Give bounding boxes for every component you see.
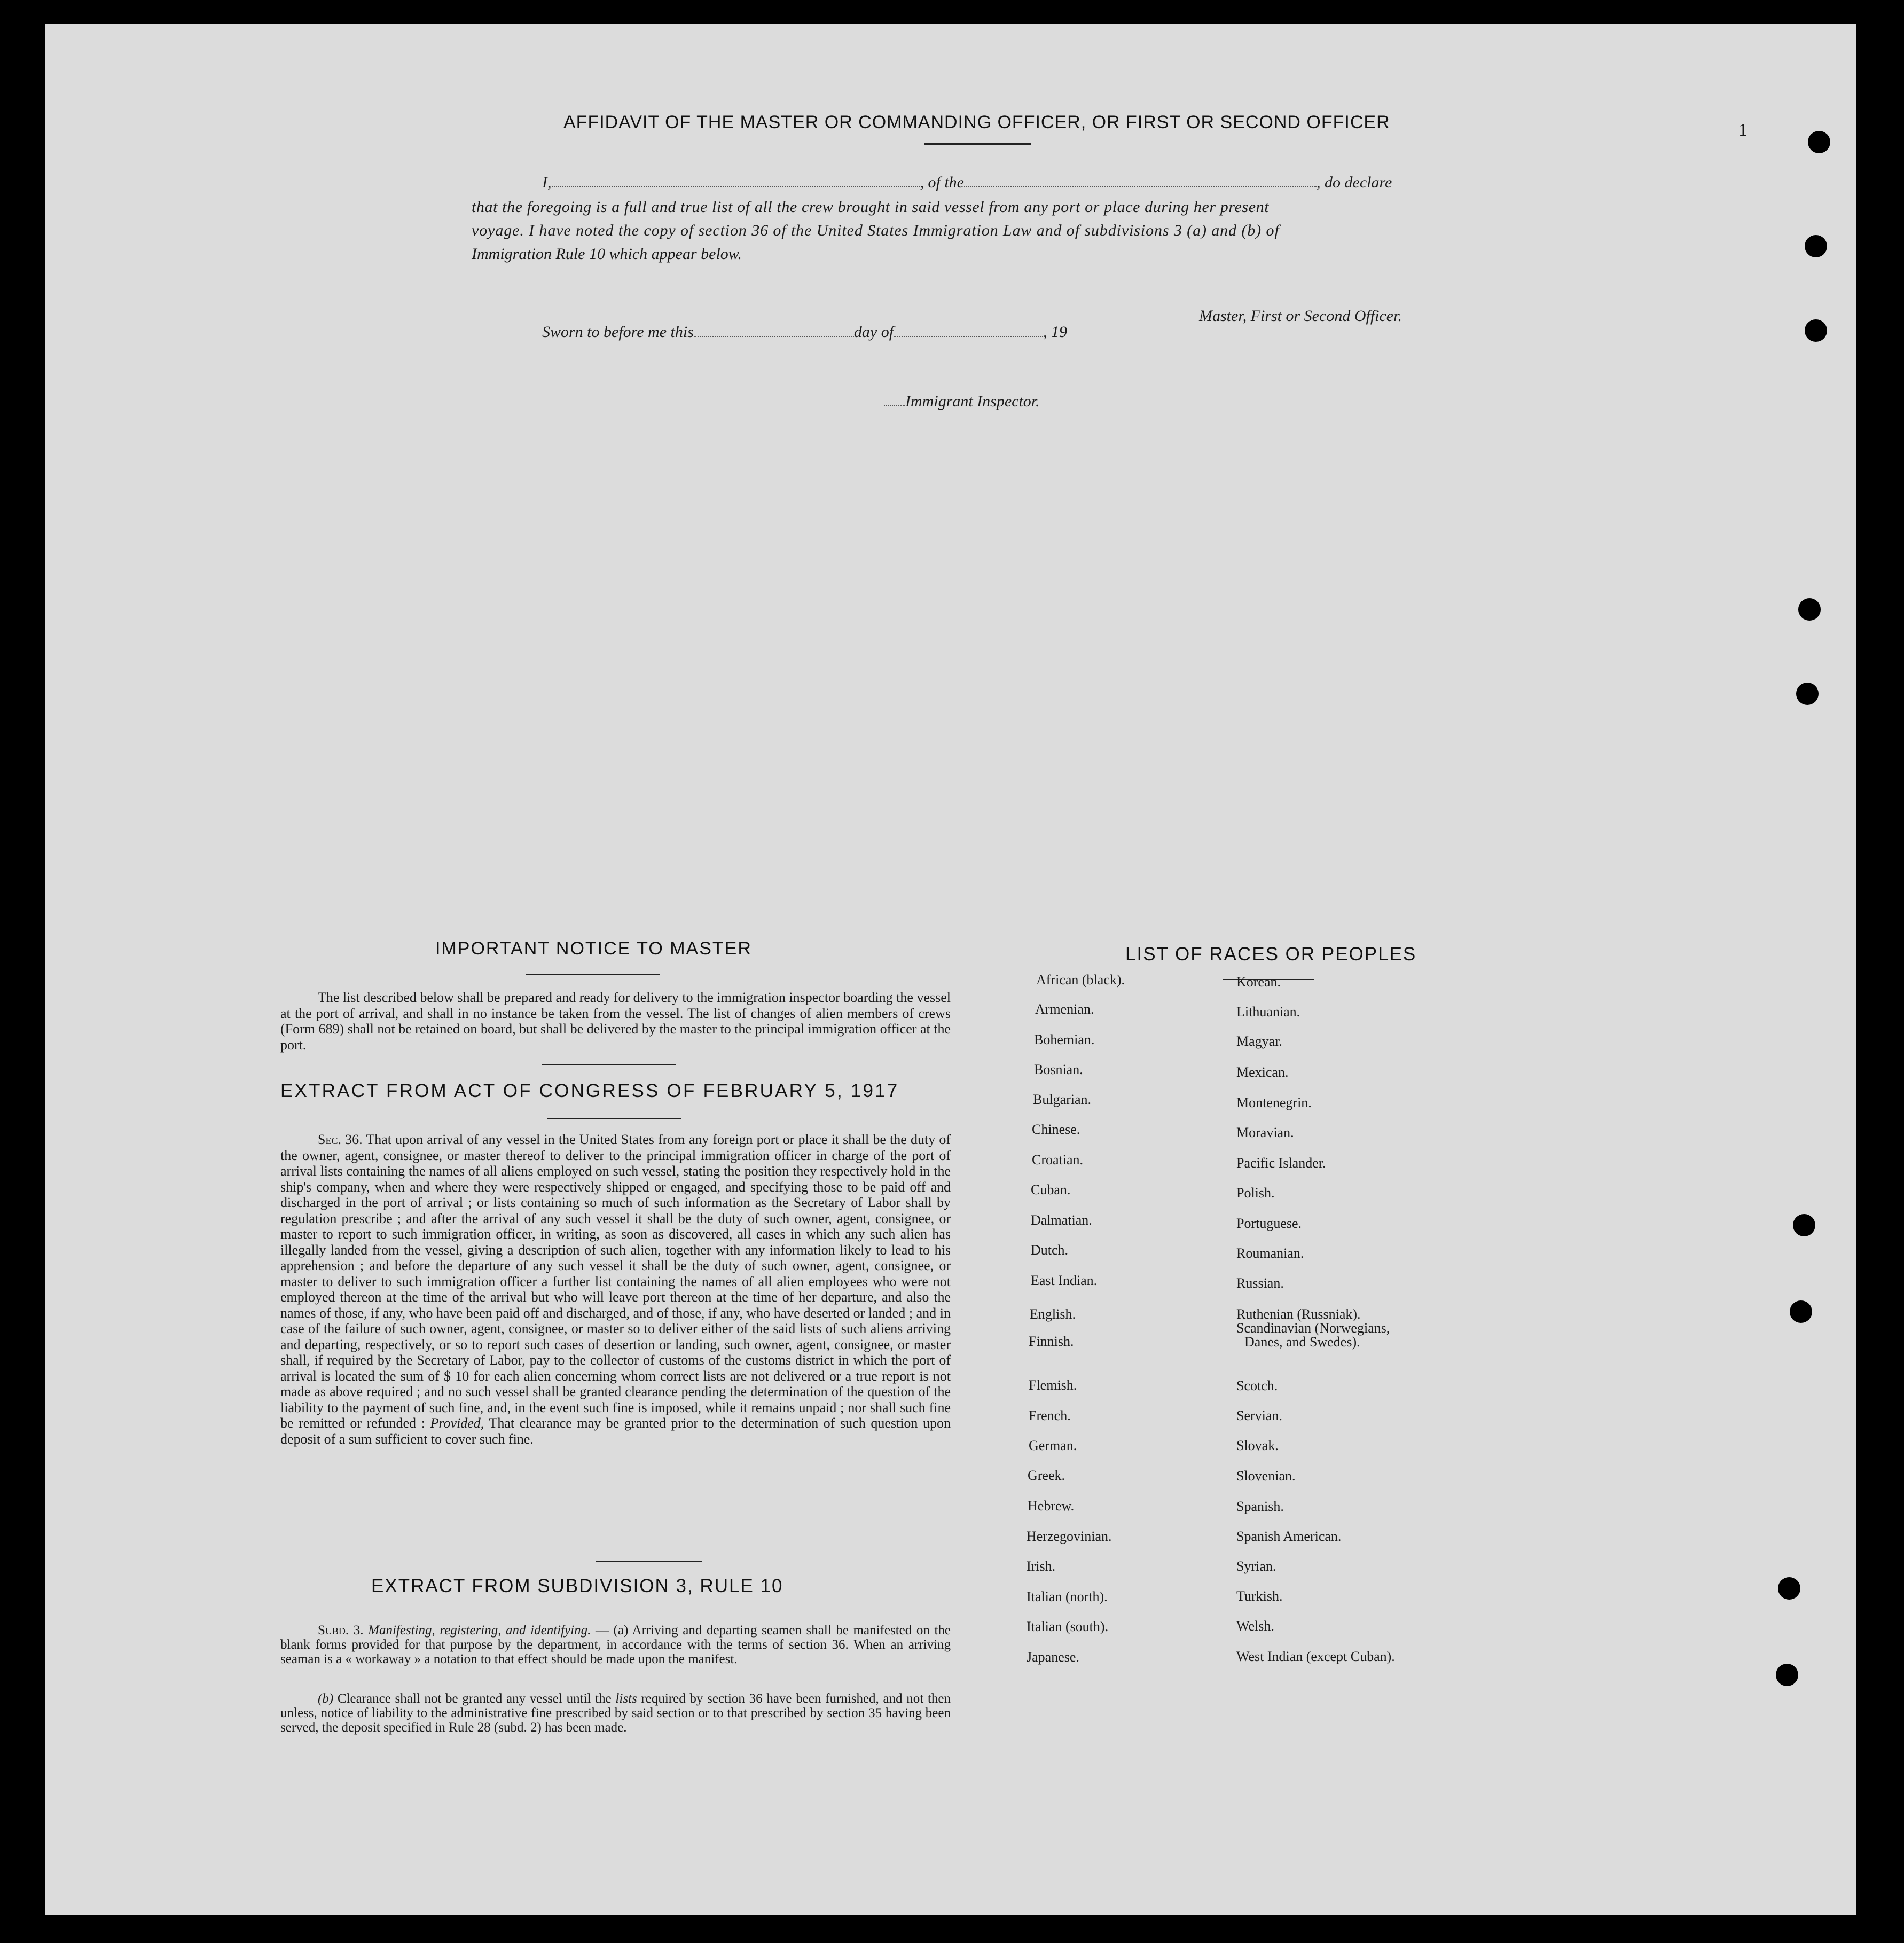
- race-item: Ruthenian (Russniak).: [1236, 1306, 1361, 1322]
- race-item: Scandinavian (Norwegians,: [1236, 1320, 1390, 1336]
- binder-hole: [1808, 131, 1830, 153]
- para-b-text-1: Clearance shall not be granted any vessel until the: [337, 1691, 612, 1706]
- i-label: I,: [542, 174, 552, 191]
- race-item: Portuguese.: [1236, 1216, 1302, 1231]
- race-item: Dutch.: [1031, 1242, 1069, 1258]
- sec-label: Sec. 36.: [318, 1132, 363, 1147]
- race-item: Russian.: [1236, 1275, 1284, 1291]
- provided-label: Provided,: [430, 1415, 484, 1431]
- race-item: West Indian (except Cuban).: [1236, 1649, 1395, 1664]
- notice-title: IMPORTANT NOTICE TO MASTER: [435, 938, 752, 959]
- extract-act-title: EXTRACT FROM ACT OF CONGRESS OF FEBRUARY 5, 1917: [280, 1080, 899, 1101]
- race-item: Hebrew.: [1028, 1498, 1075, 1514]
- race-item: Herzegovinian.: [1027, 1529, 1112, 1544]
- name-blank: [552, 186, 920, 187]
- day-blank: [694, 335, 854, 337]
- race-item: Spanish.: [1236, 1499, 1284, 1514]
- race-item: Spanish American.: [1236, 1529, 1342, 1544]
- race-item: Italian (south).: [1027, 1619, 1109, 1634]
- race-item: Scotch.: [1236, 1378, 1278, 1393]
- master-signature-label: Master, First or Second Officer.: [1199, 307, 1402, 325]
- inspector-label: Immigrant Inspector.: [905, 393, 1040, 410]
- race-item: Slovak.: [1236, 1438, 1279, 1453]
- sworn-label: Sworn to before me this: [542, 323, 694, 341]
- extract-act-text: [280, 1132, 951, 1447]
- extract-rule-para-a: [280, 1623, 951, 1666]
- race-item: Turkish.: [1236, 1588, 1283, 1604]
- race-item: Lithuanian.: [1236, 1004, 1300, 1020]
- binder-hole: [1805, 319, 1827, 342]
- race-item: Cuban.: [1031, 1182, 1071, 1197]
- race-item: Welsh.: [1236, 1618, 1274, 1634]
- race-item: Bosnian.: [1034, 1062, 1083, 1077]
- subd-label: Subd. 3.: [318, 1623, 364, 1638]
- notice-text: The list described below shall be prepared and ready for delivery to the immigration inspector boarding the vessel at the port of arrival, and shall in no instance be taken from the vessel. The list of changes of alien members of crews (Form 689) shall not be retained on board, but shall be delivered by the master to the principal immigration officer at the port.: [280, 990, 951, 1053]
- race-item: Syrian.: [1236, 1558, 1276, 1574]
- affidavit-line-2: that the foregoing is a full and true list of all the crew brought in said vessel from any port or place during her present: [472, 198, 1270, 216]
- sworn-line: [542, 323, 1067, 341]
- sec-36-text-end: That clearance may be granted prior to the determination of such question upon deposit of a sum sufficient to cover such fine.: [280, 1415, 951, 1447]
- extract-act-rule: [547, 1118, 681, 1119]
- binder-hole: [1790, 1300, 1812, 1323]
- extract-rule-para-b: [280, 1691, 951, 1735]
- sec-36-text: That upon arrival of any vessel in the United States from any foreign port or place it shall be the duty of the owner, agent, consignee, or master thereof to deliver to the principal immigration officer in charge of the port of arrival lists containing the names of all aliens employed on such vessel, stating the position they respectively hold in the ship's company, when and where they were respectively shipped or engaged, and specifying those to be paid off and discharged in the port of arrival ; or lists containing so much of such information as the Secretary of Labor shall by regulation prescribe ; and after the arrival of any such vessel it shall be the duty of such owner, agent, consignee, or master to report to such immigration officer, in writing, as soon as discovered, all cases in which any such alien has illegally landed from the vessel, giving a description of such alien, together with any information likely to lead to his apprehension ; and before the departure of any such vessel it shall be the duty of such owner, agent, consignee, or master to deliver to such immigration officer a further list containing the names of all alien employees who were not employed thereon at the time of the arrival but who will leave port thereon at the time of her departure, and also the names of those, if any, who have been paid off and discharged, and of those, if any, who have deserted or landed ; and in case of the failure of such owner, agent, consignee, or master so to deliver either of the said lists of such aliens arriving and departing, respectively, or so to report such cases of desertion or landing, such owner, agent, consignee, or master shall, if required by the Secretary of Labor, pay to the collector of customs of the customs district in which the port of arrival is located the sum of $ 10 for each alien concerning whom correct lists are not delivered or a true report is not made as above required ; and no such vessel shall be granted clearance pending the determination of the question of the liability to the payment of such fine, and, in the event such fine is imposed, while it remains unpaid ; nor shall such fine be remitted or refunded :: [280, 1132, 951, 1431]
- extract-rule-title: EXTRACT FROM SUBDIVISION 3, RULE 10: [371, 1576, 783, 1596]
- para-b-text-2: required by section 36 have been furnished, and not then unless, notice of liability to the administrative fine prescribed by said section or to that prescribed by section 35 having been served, the deposit specified in Rule 28 (subd. 2) has been made.: [280, 1691, 951, 1735]
- month-blank: [894, 335, 1043, 337]
- race-item: French.: [1029, 1408, 1071, 1423]
- document-page: [45, 24, 1856, 1915]
- race-item: Pacific Islander.: [1236, 1155, 1326, 1171]
- affidavit-line-4: Immigration Rule 10 which appear below.: [472, 245, 742, 263]
- para-b-label: (b): [318, 1691, 334, 1706]
- race-item: African (black).: [1036, 972, 1125, 988]
- race-item: Irish.: [1027, 1558, 1056, 1574]
- binder-hole: [1805, 235, 1827, 257]
- extract-act-end-rule: [596, 1561, 702, 1562]
- race-item: Italian (north).: [1027, 1589, 1108, 1604]
- affidavit-title: AFFIDAVIT OF THE MASTER OR COMMANDING OFFICER, OR FIRST OR SECOND OFFICER: [563, 112, 1390, 132]
- race-item: Polish.: [1236, 1185, 1275, 1201]
- race-item: Finnish.: [1029, 1334, 1074, 1349]
- race-item: Croatian.: [1032, 1152, 1084, 1168]
- race-item: Servian.: [1236, 1408, 1282, 1423]
- binder-hole: [1796, 683, 1819, 705]
- binder-hole: [1793, 1214, 1815, 1236]
- race-item: Flemish.: [1029, 1377, 1077, 1393]
- race-item: Japanese.: [1027, 1649, 1079, 1665]
- of-the-label: , of the: [920, 174, 964, 191]
- year-label: , 19: [1043, 323, 1068, 341]
- day-of-label: day of: [853, 323, 894, 341]
- race-item: English.: [1030, 1306, 1076, 1322]
- race-item: Bohemian.: [1034, 1032, 1095, 1047]
- inspector-line: [884, 393, 1040, 411]
- races-title: LIST OF RACES OR PEOPLES: [1125, 944, 1417, 965]
- race-item: Greek.: [1028, 1468, 1065, 1483]
- race-item: Armenian.: [1035, 1001, 1094, 1017]
- binder-hole: [1798, 598, 1821, 621]
- vessel-blank: [964, 186, 1317, 187]
- para-a-text: Arriving and departing seamen shall be manifested on the blank forms provided for that purpose by the department, in accordance with the terms of section 36. When an arriving seaman is a « workaway » a notation to that effect should be made upon the manifest.: [280, 1623, 951, 1666]
- binder-hole: [1778, 1577, 1800, 1600]
- race-item: Korean.: [1236, 974, 1281, 990]
- race-item: Slovenian.: [1236, 1468, 1296, 1484]
- race-item: Mexican.: [1236, 1064, 1289, 1080]
- race-item: Bulgarian.: [1033, 1092, 1092, 1107]
- race-item: Magyar.: [1236, 1033, 1282, 1049]
- subd-title: Manifesting, registering, and identifying.: [368, 1623, 591, 1638]
- affidavit-line-3: voyage. I have noted the copy of section 36 of the United States Immigration Law and of subdivisions 3 (a) and (b) of: [472, 222, 1280, 239]
- notice-end-rule: [542, 1064, 676, 1065]
- race-item: Montenegrin.: [1236, 1095, 1312, 1110]
- race-item: Dalmatian.: [1031, 1212, 1092, 1228]
- para-b-lists: lists: [615, 1691, 637, 1706]
- binder-hole: [1776, 1664, 1798, 1686]
- page-number: 1: [1738, 120, 1748, 140]
- race-item: East Indian.: [1031, 1273, 1098, 1288]
- race-item: Roumanian.: [1236, 1245, 1304, 1261]
- do-declare-label: , do declare: [1317, 174, 1392, 191]
- notice-rule: [526, 974, 660, 975]
- affidavit-title-rule: [924, 143, 1031, 145]
- race-item: Moravian.: [1236, 1125, 1294, 1140]
- race-item: German.: [1029, 1438, 1077, 1453]
- affidavit-line-1: [542, 174, 1392, 192]
- race-item: Danes, and Swedes).: [1244, 1334, 1360, 1350]
- inspector-blank: [884, 405, 905, 406]
- para-a-label: — (a): [595, 1623, 629, 1638]
- race-item: Chinese.: [1032, 1122, 1080, 1137]
